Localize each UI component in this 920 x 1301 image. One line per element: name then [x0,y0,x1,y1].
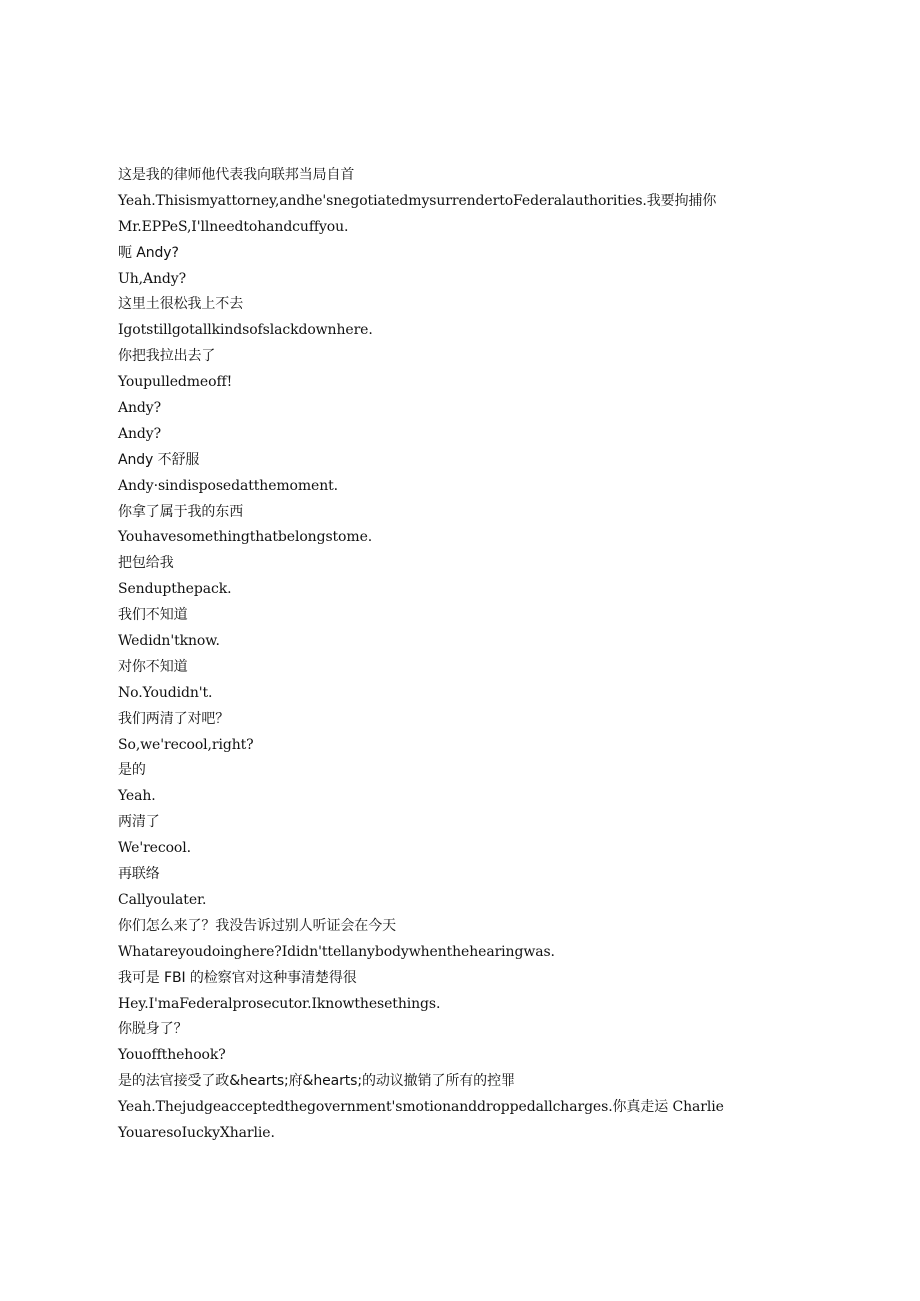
text-line: No.Youdidn't. [118,684,213,701]
text-line: 对你不知道 [118,658,188,675]
text-line: 我可是 FBI 的检察官对这种事清楚得很 [118,969,357,986]
text-line: 呃 Andy? [118,244,179,261]
text-line: Youhavesomethingthatbelongstome. [118,529,373,546]
text-line: Youoffthehook? [118,1047,226,1064]
text-line: Yeah. [118,788,156,805]
text-line: Igotstillgotallkindsofslackdownhere. [118,322,373,339]
text-line: Wedidn'tknow. [118,633,220,650]
text-line: Andy·sindisposedatthemoment. [118,477,339,494]
text-line: Callyoulater. [118,891,207,908]
text-line: Mr.EPPeS,I'llneedtohandcuffyou. [118,218,349,235]
text-line: Hey.I'maFederalprosecutor.Iknowthesethings. [118,995,441,1012]
text-line: Andy? [118,425,162,442]
text-line: 我们不知道 [118,607,188,624]
text-line: 你把我拉出去了 [118,348,216,365]
text-line: 把包给我 [118,555,174,572]
text-line: 是的 [118,762,146,779]
text-line: 这里土很松我上不去 [118,296,244,313]
text-line: 是的法官接受了政&hearts;府&hearts;的动议撤销了所有的控罪 [118,1073,515,1090]
text-line: 两清了 [118,814,160,831]
text-line: We'recool. [118,840,191,857]
text-line: Sendupthepack. [118,581,232,598]
text-line: Andy 不舒服 [118,451,200,468]
text-line: 我们两清了对吧？ [118,710,230,727]
text-line: Andy? [118,400,162,417]
text-line: Uh,Andy? [118,270,186,287]
text-line: 你们怎么来了？我没告诉过别人听证会在今天 [118,917,396,934]
text-line: 你脱身了？ [118,1021,188,1038]
text-line: So,we'recool,right? [118,736,254,753]
text-line: Youpulledmeoff! [118,374,233,391]
text-line: 这是我的律师他代表我向联邦当局自首 [118,167,355,183]
text-line: Yeah.Thejudgeacceptedthegovernment'smotionanddroppedallcharges.你真走运 Charlie [118,1099,724,1116]
document-body [118,163,818,1147]
text-line: Whatareyoudoinghere?Ididn'ttellanybodywhenthehearingwas. [118,943,555,960]
text-line: YouaresoIuckyXharlie. [118,1124,275,1141]
text-line: Yeah.Thisismyattorney,andhe'snegotiatedmysurrendertoFederalauthorities.我要拘捕你 [118,192,717,209]
text-line: 你拿了属于我的东西 [118,503,244,520]
text-line: 再联络 [118,866,160,883]
